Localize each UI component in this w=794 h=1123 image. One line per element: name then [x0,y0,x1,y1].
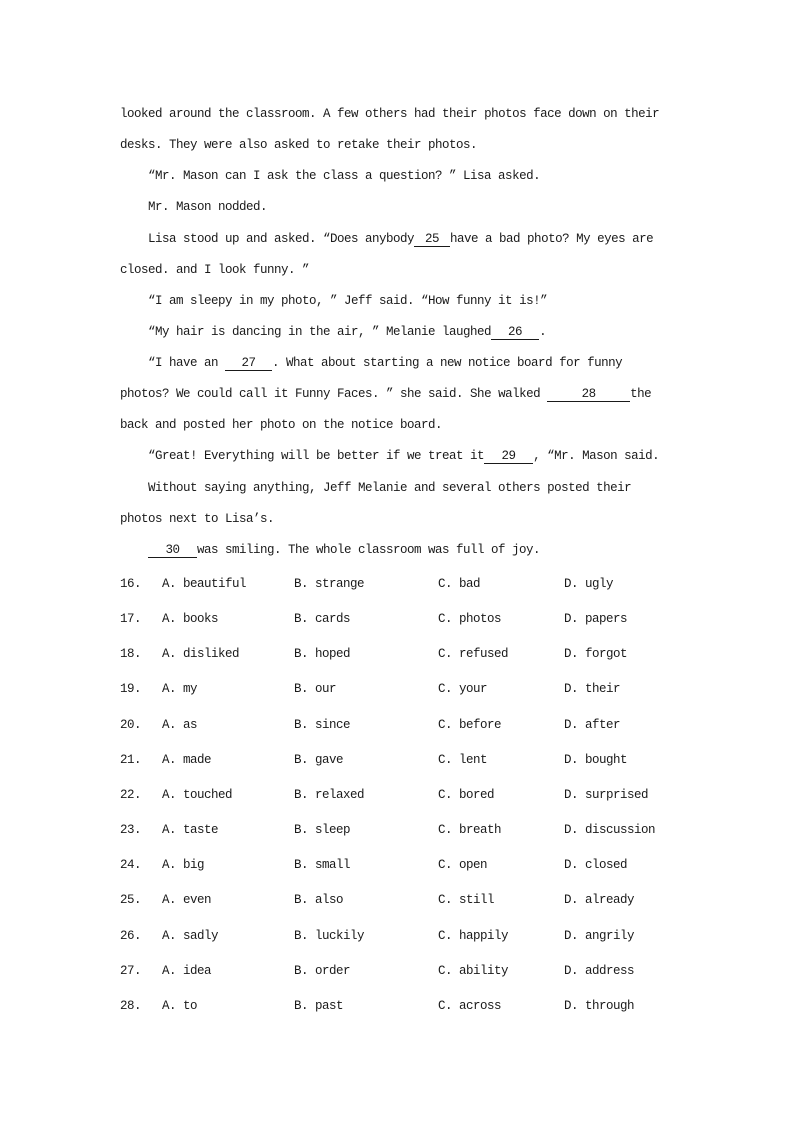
passage-line: closed. and I look funny. ” [120,262,310,277]
option-a: A. books [162,612,219,627]
option-b: B. since [294,717,351,732]
option-c: C. across [438,998,502,1013]
question-number: 27. [120,963,142,978]
question-number: 24. [120,858,142,873]
option-b: B. our [294,682,337,697]
option-d: D. surprised [564,787,649,802]
question-row [120,637,720,672]
option-b: B. sleep [294,823,351,838]
option-b: B. luckily [294,928,365,943]
option-b: B. small [294,858,351,873]
passage-text: Lisa stood up and asked. “Does anybody [148,231,415,246]
passage-line [120,348,720,379]
passage-text: photos? We could call it Funny Faces. ” she said. She walked [120,387,548,402]
question-number: 18. [120,647,142,662]
option-c: C. breath [438,823,502,838]
question-number: 17. [120,612,142,627]
option-a: A. taste [162,823,219,838]
option-d: D. forgot [564,647,628,662]
question-row [120,848,720,883]
option-c: C. ability [438,963,509,978]
question-row [120,567,720,602]
question-number: 28. [120,998,142,1013]
blank-29: 29 [484,449,533,464]
question-number: 16. [120,577,142,591]
option-c: C. happily [438,928,509,943]
passage-text: the [630,387,652,402]
passage-line: desks. They were also asked to retake their photos. [120,138,478,153]
question-row [120,813,720,848]
option-a: A. even [162,893,212,908]
option-b: B. gave [294,752,344,767]
option-c: C. photos [438,612,502,627]
option-c: C. your [438,682,488,697]
passage-line: Mr. Mason nodded. [148,200,268,215]
option-b: B. also [294,893,344,908]
option-d: D. address [564,963,635,978]
option-d: D. angrily [564,928,635,943]
option-c: C. bored [438,787,495,802]
passage-text: “My hair is dancing in the air, ” Melanie laughed [148,324,492,339]
option-c: C. lent [438,752,488,767]
blank-27: 27 [225,356,272,371]
passage-text: “Great! Everything will be better if we treat it [148,449,485,464]
option-a: A. beautiful [162,577,247,591]
question-number: 22. [120,787,142,802]
question-row [120,954,720,989]
option-b: B. hoped [294,647,351,662]
question-number: 23. [120,823,142,838]
passage-line: back and posted her photo on the notice board. [120,418,443,433]
question-number: 25. [120,893,142,908]
option-a: A. my [162,682,198,697]
passage-text: . [539,324,547,339]
passage-line: “I am sleepy in my photo, ” Jeff said. “How funny it is!” [148,293,548,308]
option-c: C. refused [438,647,509,662]
passage-line: Without saying anything, Jeff Melanie and several others posted their [148,480,632,495]
passage-line [120,317,720,348]
option-a: A. as [162,717,198,732]
option-c: C. bad [438,577,481,591]
question-number: 21. [120,752,142,767]
question-row [120,602,720,637]
question-list [120,567,720,1024]
passage-text: was smiling. The whole classroom was full of joy. [197,542,541,557]
option-d: D. their [564,682,621,697]
passage-text: , “Mr. Mason said. [533,449,660,464]
question-number: 20. [120,717,142,732]
blank-25: 25 [414,232,450,247]
option-d: D. after [564,717,621,732]
option-d: D. already [564,893,635,908]
option-c: C. before [438,717,502,732]
passage-line [120,441,720,472]
passage-line [120,224,720,255]
passage-text: have a bad photo? My eyes are [450,231,654,246]
option-a: A. big [162,858,205,873]
option-b: B. past [294,998,344,1013]
blank-30: 30 [148,543,197,558]
option-a: A. idea [162,963,212,978]
question-row [120,708,720,743]
passage-line: looked around the classroom. A few others had their photos face down on their [120,107,660,121]
option-d: D. through [564,998,635,1013]
option-d: D. closed [564,858,628,873]
question-row [120,919,720,954]
option-d: D. papers [564,612,628,627]
question-row [120,672,720,707]
option-d: D. discussion [564,823,656,838]
option-a: A. touched [162,787,233,802]
question-row [120,883,720,918]
option-b: B. cards [294,612,351,627]
option-d: D. bought [564,752,628,767]
passage-line: photos next to Lisa’s. [120,511,275,526]
passage-line: “Mr. Mason can I ask the class a question? ” Lisa asked. [148,169,541,184]
option-b: B. relaxed [294,787,365,802]
option-c: C. open [438,858,488,873]
option-b: B. strange [294,577,365,591]
passage-line [120,379,720,410]
question-row [120,743,720,778]
option-c: C. still [438,893,495,908]
passage-line [120,535,720,566]
option-a: A. disliked [162,647,240,662]
question-number: 26. [120,928,142,943]
option-b: B. order [294,963,351,978]
option-d: D. ugly [564,577,614,591]
question-number: 19. [120,682,142,697]
question-row [120,778,720,813]
question-row [120,989,720,1024]
blank-26: 26 [491,325,539,340]
passage-text: . What about starting a new notice board for funny [272,356,623,370]
option-a: A. sadly [162,928,219,943]
option-a: A. to [162,998,198,1013]
passage [120,99,720,566]
blank-28: 28 [547,387,630,402]
option-a: A. made [162,752,212,767]
passage-text: “I have an [148,356,226,370]
